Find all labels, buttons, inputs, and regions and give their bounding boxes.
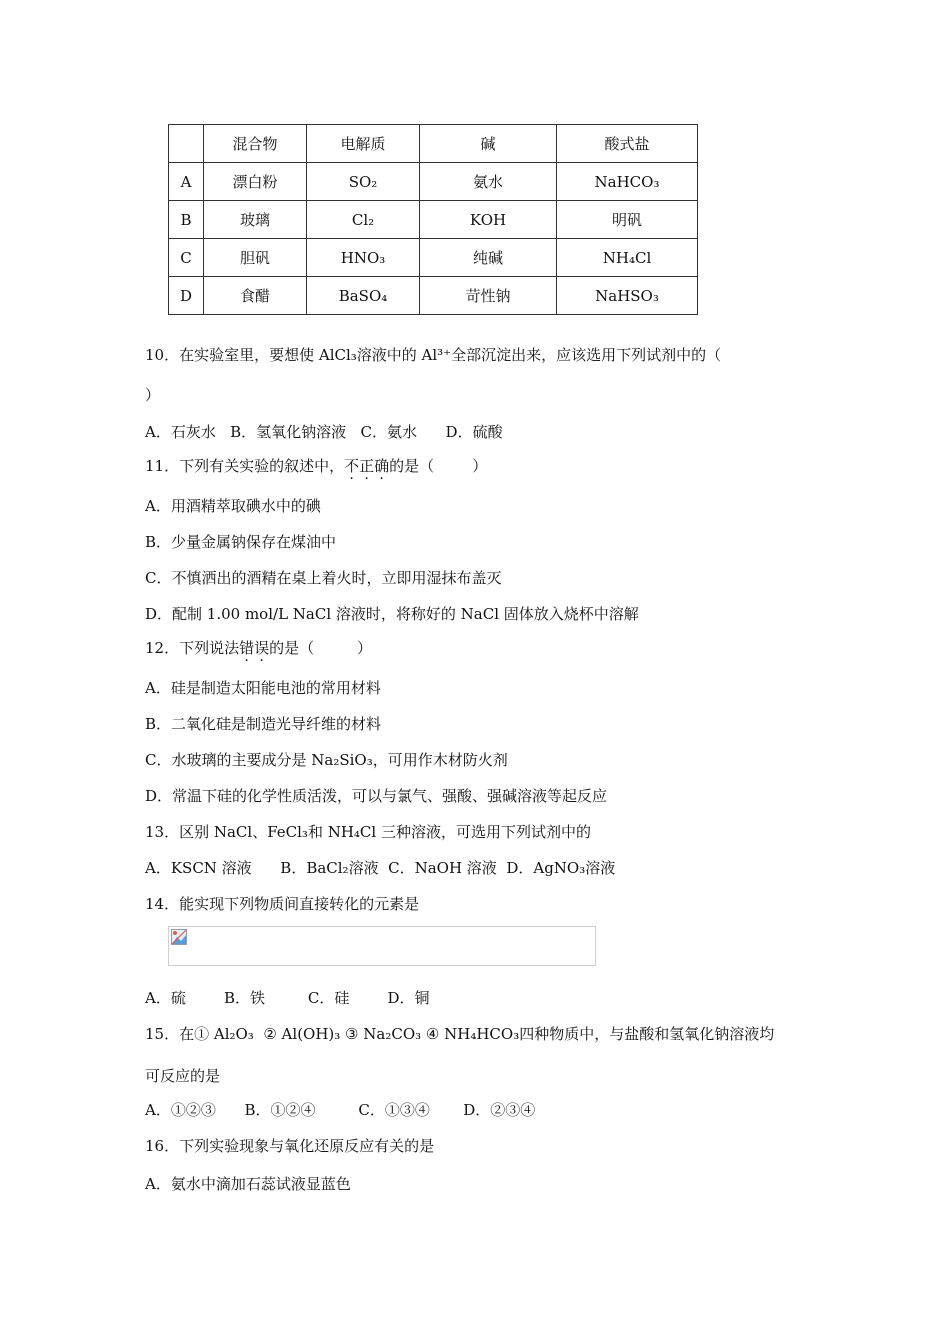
- q11-option-d: D．配制 1.00 mol/L NaCl 溶液时，将称好的 NaCl 固体放入烧杯中溶解: [145, 605, 639, 623]
- q13-stem: 13．区别 NaCl、FeCl₃和 NH₄Cl 三种溶液，可选用下列试剂中的: [145, 823, 591, 841]
- q11-emphasis: [344, 457, 389, 475]
- table-cell: A: [169, 163, 204, 201]
- q10-stem-cont: ）: [145, 386, 161, 404]
- table-cell: D: [169, 277, 204, 315]
- table-cell: HNO₃: [307, 239, 420, 277]
- q12-emphasis: [239, 639, 269, 657]
- table-cell: B: [169, 201, 204, 239]
- q11-option-b: B．少量金属钠保存在煤油中: [145, 533, 337, 551]
- q12-stem: [145, 638, 372, 658]
- q11-stem-post: 的是（ ）: [389, 457, 488, 475]
- emphasis-char: 正: [359, 457, 375, 475]
- broken-image-placeholder: [168, 926, 596, 966]
- table-cell: NaHCO₃: [557, 163, 698, 201]
- table-cell: 氨水: [420, 163, 557, 201]
- q12-option-b: B．二氧化硅是制造光导纤维的材料: [145, 715, 382, 733]
- table-row: [169, 239, 698, 277]
- q12-stem-pre: 12．下列说法: [145, 639, 240, 657]
- q12-option-a: A．硅是制造太阳能电池的常用材料: [145, 679, 381, 697]
- q15-stem-cont: 可反应的是: [145, 1067, 221, 1085]
- table-row: [169, 277, 698, 315]
- q15-options: A．①②③ B．①②④ C．①③④ D．②③④: [145, 1101, 536, 1119]
- q16-stem: 16．下列实验现象与氧化还原反应有关的是: [145, 1137, 435, 1155]
- table-cell: Cl₂: [307, 201, 420, 239]
- table-header-cell: 碱: [420, 125, 557, 163]
- q10-options: A．石灰水 B．氢氧化钠溶液 C．氨水 D．硫酸: [145, 423, 503, 441]
- table-cell: SO₂: [307, 163, 420, 201]
- table-cell: 明矾: [557, 201, 698, 239]
- table-cell: 胆矾: [204, 239, 307, 277]
- table-row: [169, 201, 698, 239]
- table-cell: 食醋: [204, 277, 307, 315]
- table-cell: [169, 125, 204, 163]
- emphasis-char: 不: [344, 457, 360, 475]
- broken-image-icon: [171, 929, 187, 945]
- table-cell: 纯碱: [420, 239, 557, 277]
- q11-option-a: A．用酒精萃取碘水中的碘: [145, 497, 321, 515]
- q13-options: A．KSCN 溶液 B．BaCl₂溶液 C．NaOH 溶液 D．AgNO₃溶液: [145, 859, 616, 877]
- table-cell: 玻璃: [204, 201, 307, 239]
- q11-option-c: C．不慎洒出的酒精在桌上着火时，立即用湿抹布盖灭: [145, 569, 502, 587]
- q12-option-d: D．常温下硅的化学性质活泼，可以与氯气、强酸、强碱溶液等起反应: [145, 787, 608, 805]
- table-cell: 漂白粉: [204, 163, 307, 201]
- q12-option-c: C．水玻璃的主要成分是 Na₂SiO₃，可用作木材防火剂: [145, 751, 508, 769]
- table-header-row: [169, 125, 698, 163]
- q15-stem: 15．在① Al₂O₃ ② Al(OH)₃ ③ Na₂CO₃ ④ NH₄HCO₃四种物质中，与盐酸和氢氧化钠溶液均: [145, 1025, 775, 1043]
- table-cell: KOH: [420, 201, 557, 239]
- q10-stem: 10．在实验室里，要想使 AlCl₃溶液中的 Al³⁺全部沉淀出来，应该选用下列试剂中的（: [145, 346, 722, 364]
- table-header-cell: 电解质: [307, 125, 420, 163]
- table-row: [169, 163, 698, 201]
- table-header-cell: 混合物: [204, 125, 307, 163]
- q14-options: A．硫 B．铁 C．硅 D．铜: [145, 989, 430, 1007]
- table-cell: C: [169, 239, 204, 277]
- q14-stem: 14．能实现下列物质间直接转化的元素是: [145, 895, 420, 913]
- table-cell: 苛性钠: [420, 277, 557, 315]
- q12-stem-post: 的是（ ）: [269, 639, 373, 657]
- table-cell: NaHSO₃: [557, 277, 698, 315]
- q11-stem-pre: 11．下列有关实验的叙述中，: [145, 457, 345, 475]
- table-header-cell: 酸式盐: [557, 125, 698, 163]
- table-cell: NH₄Cl: [557, 239, 698, 277]
- emphasis-char: 误: [254, 639, 270, 657]
- emphasis-char: 确: [374, 457, 390, 475]
- classification-table: [168, 124, 698, 315]
- q16-option-a: A．氨水中滴加石蕊试液显蓝色: [145, 1175, 351, 1193]
- emphasis-char: 错: [239, 639, 255, 657]
- table-cell: BaSO₄: [307, 277, 420, 315]
- q11-stem: [145, 456, 487, 476]
